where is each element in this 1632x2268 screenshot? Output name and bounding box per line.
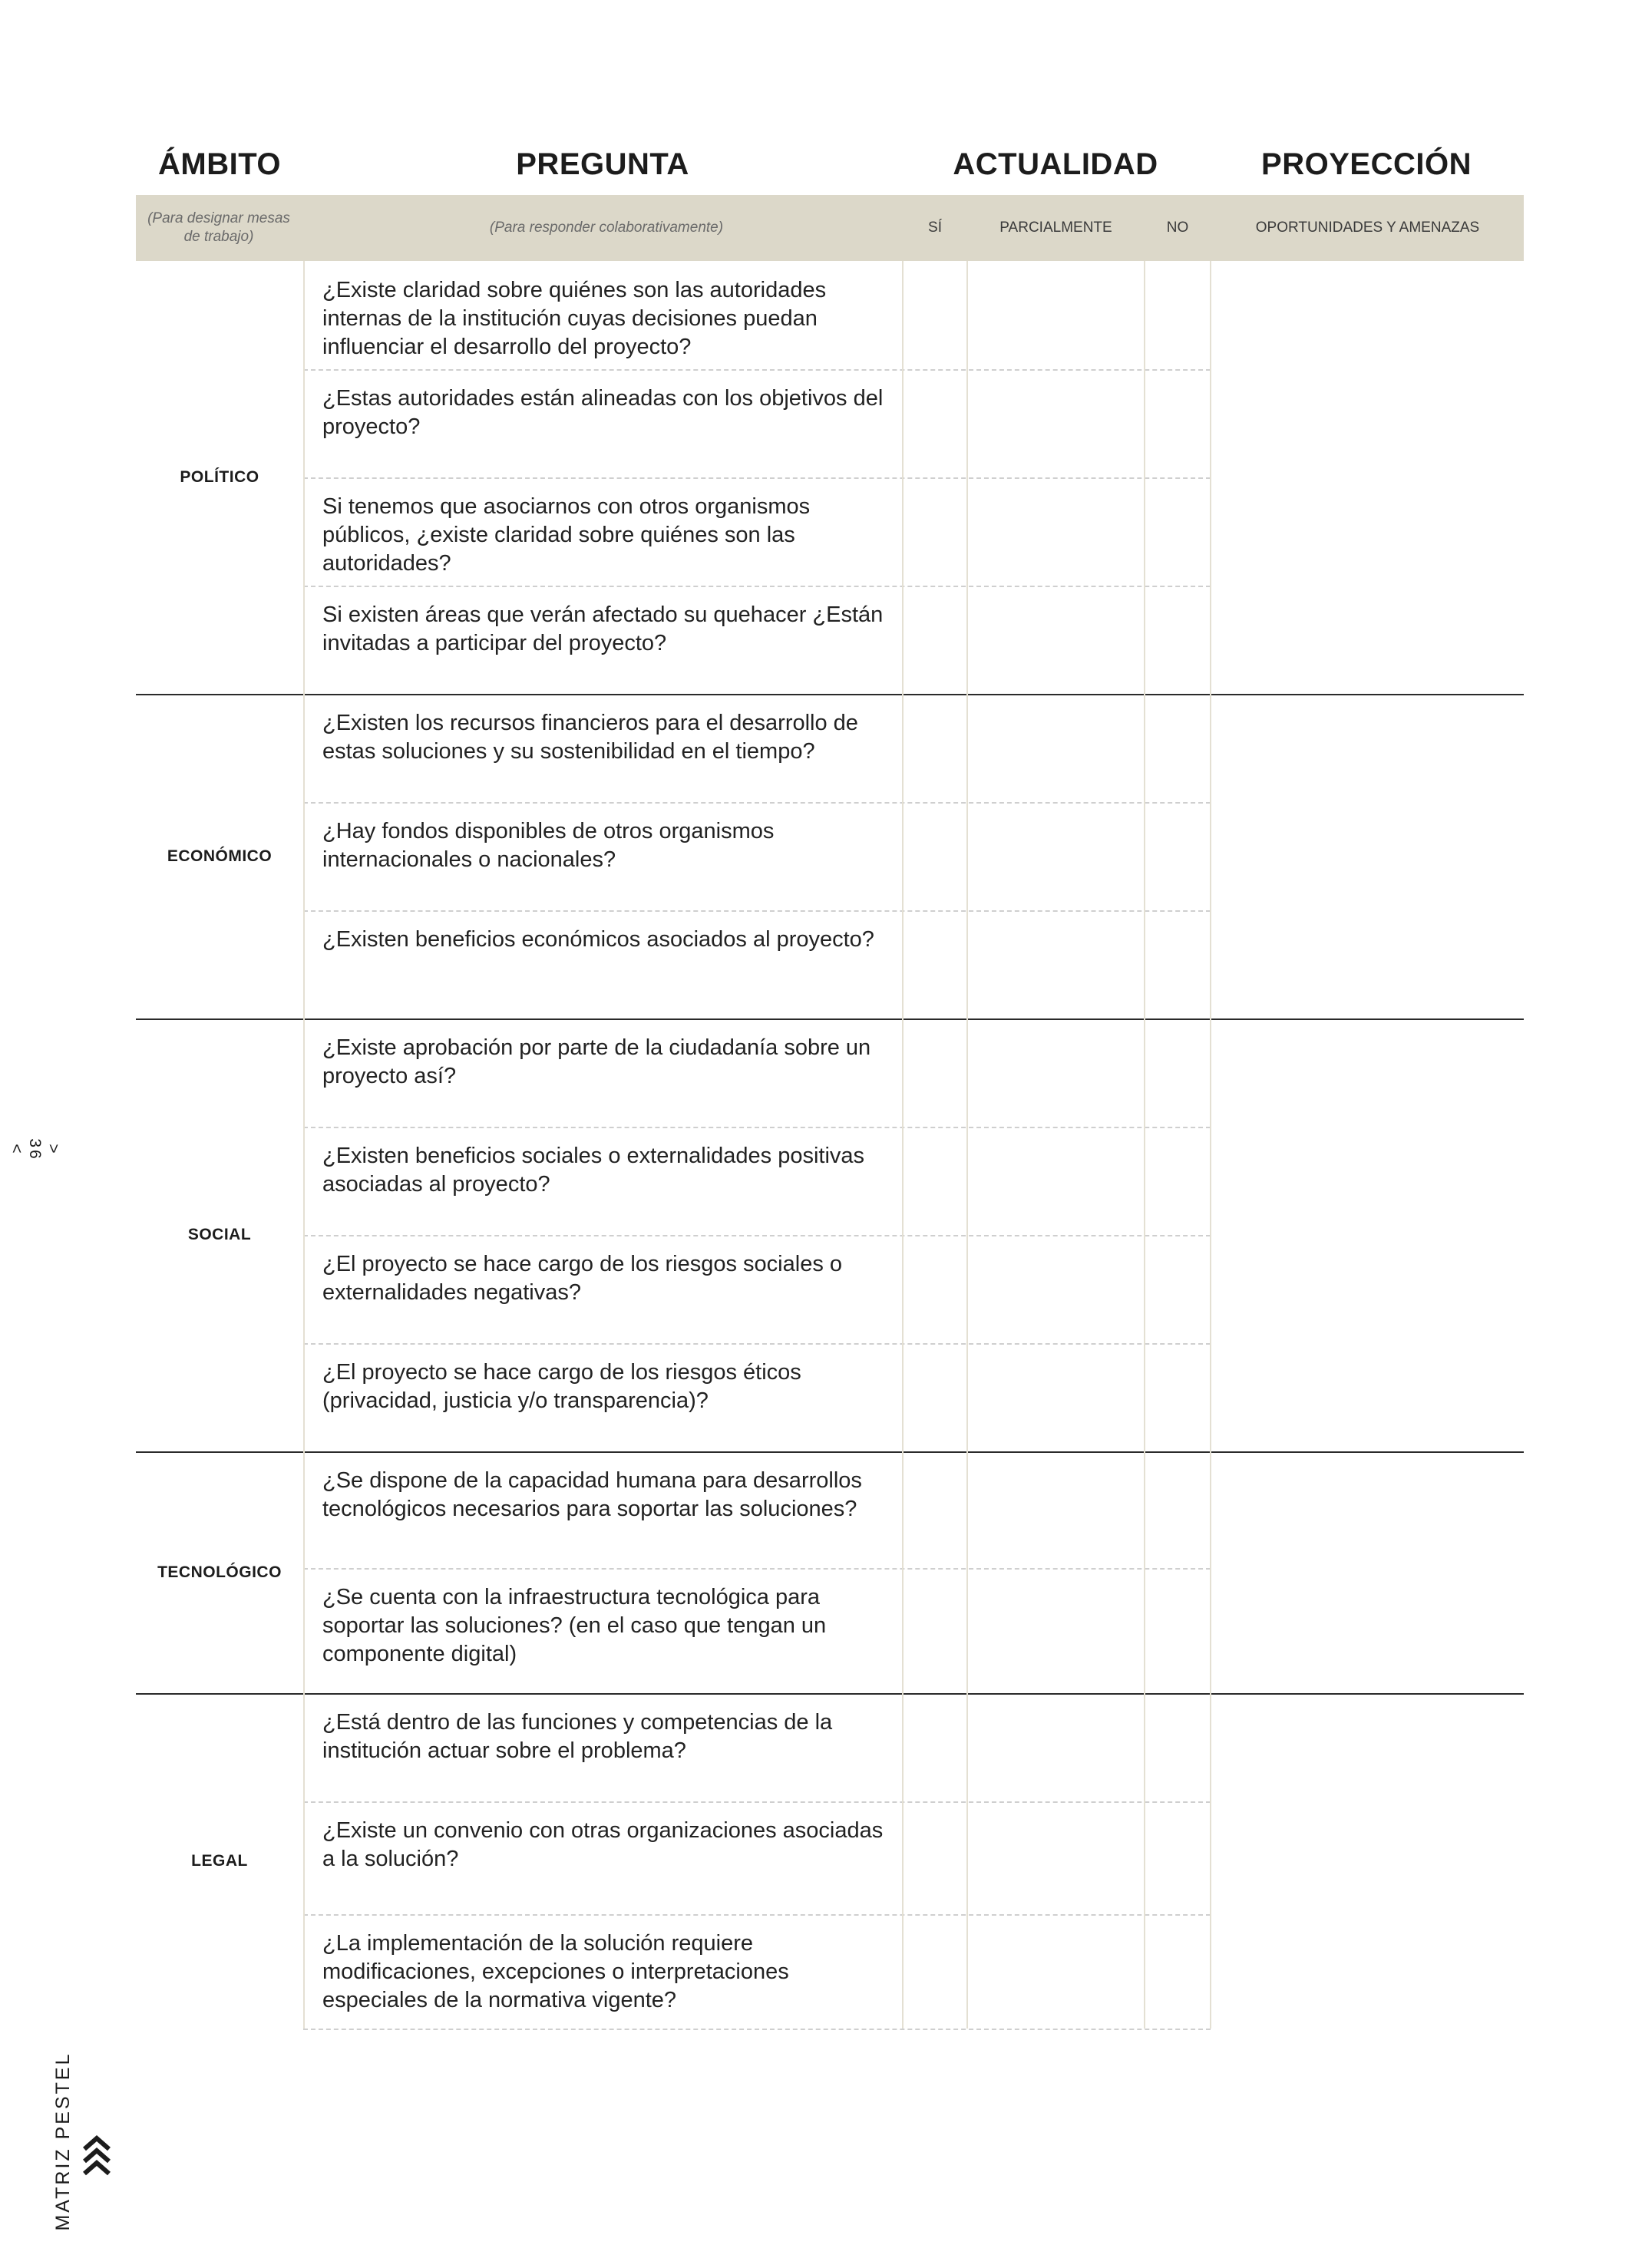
row-divider bbox=[303, 586, 1211, 587]
page-number: > 36 < bbox=[8, 1138, 62, 1161]
row-divider bbox=[303, 477, 1211, 479]
column-divider bbox=[966, 261, 968, 2029]
question-text: ¿Estas autoridades están alineadas con los objetivos del proyecto? bbox=[322, 386, 884, 439]
triple-chevron-logo-icon bbox=[80, 2132, 114, 2178]
row-divider bbox=[303, 802, 1211, 804]
question-text: ¿Se cuenta con la infraestructura tecnológica para soportar las soluciones? (en el caso que tengan un componente digital) bbox=[322, 1585, 827, 1666]
question-text: ¿Se dispone de la capacidad humana para desarrollos tecnológicos necesarios para soportar las soluciones? bbox=[322, 1468, 862, 1521]
row-divider bbox=[303, 1914, 1211, 1916]
question-text: ¿Hay fondos disponibles de otros organismos internacionales o nacionales? bbox=[322, 819, 775, 872]
question-text: ¿Existen los recursos financieros para el desarrollo de estas soluciones y su sostenibilidad en el tiempo? bbox=[322, 711, 858, 764]
question-text: ¿La implementación de la solución requiere modificaciones, excepciones o interpretaciones especiales de la normativa vigente? bbox=[322, 1931, 789, 2012]
category-label: POLÍTICO bbox=[180, 468, 259, 486]
section-separator bbox=[136, 694, 1524, 695]
question-text: ¿El proyecto se hace cargo de los riesgos sociales o externalidades negativas? bbox=[322, 1252, 843, 1305]
question-text: ¿El proyecto se hace cargo de los riesgos éticos (privacidad, justicia y/o transparencia)? bbox=[322, 1360, 801, 1413]
question-text: ¿Existen beneficios sociales o externalidades positivas asociadas al proyecto? bbox=[322, 1144, 865, 1197]
row-divider bbox=[303, 1343, 1211, 1345]
header-ambito: ÁMBITO bbox=[157, 147, 282, 181]
side-title: MATRIZ PESTEL bbox=[52, 2052, 74, 2231]
row-divider bbox=[303, 1127, 1211, 1128]
row-divider bbox=[303, 2029, 1211, 2030]
row-divider bbox=[303, 1801, 1211, 1803]
subheader-oportunidades: OPORTUNIDADES Y AMENAZAS bbox=[1255, 220, 1480, 236]
subheader-si: SÍ bbox=[928, 220, 942, 236]
subheader-pregunta-note: (Para responder colaborativamente) bbox=[489, 220, 724, 236]
section-separator bbox=[136, 1693, 1524, 1695]
header-proyeccion: PROYECCIÓN bbox=[1261, 147, 1472, 181]
header-actualidad: ACTUALIDAD bbox=[953, 147, 1158, 181]
subheader-parcialmente: PARCIALMENTE bbox=[999, 220, 1112, 236]
category-label: LEGAL bbox=[191, 1852, 248, 1870]
category-label: ECONÓMICO bbox=[167, 847, 273, 865]
subheader-no: NO bbox=[1166, 220, 1189, 236]
question-text: ¿Existe aprobación por parte de la ciudadanía sobre un proyecto así? bbox=[322, 1035, 871, 1088]
question-text: ¿Existe claridad sobre quiénes son las autoridades internas de la institución cuyas decisiones puedan influenciar el desarrollo del proyecto? bbox=[322, 278, 827, 359]
question-text: ¿Existe un convenio con otras organizaciones asociadas a la solución? bbox=[322, 1818, 884, 1871]
question-text: ¿Está dentro de las funciones y competencias de la institución actuar sobre el problema? bbox=[322, 1710, 833, 1763]
column-divider bbox=[1210, 261, 1211, 2029]
section-separator bbox=[136, 1018, 1524, 1020]
subheader-ambito-note: (Para designar mesas de trabajo) bbox=[147, 210, 290, 245]
column-divider bbox=[303, 261, 305, 2029]
row-divider bbox=[303, 369, 1211, 371]
category-label: TECNOLÓGICO bbox=[157, 1563, 282, 1581]
row-divider bbox=[303, 1235, 1211, 1236]
section-separator bbox=[136, 1451, 1524, 1453]
question-text: ¿Existen beneficios económicos asociados al proyecto? bbox=[322, 927, 874, 952]
header-pregunta: PREGUNTA bbox=[516, 147, 689, 181]
column-divider bbox=[902, 261, 904, 2029]
row-divider bbox=[303, 1568, 1211, 1570]
question-text: Si existen áreas que verán afectado su quehacer ¿Están invitadas a participar del proyecto? bbox=[322, 602, 884, 655]
row-divider bbox=[303, 910, 1211, 912]
category-label: SOCIAL bbox=[187, 1226, 252, 1243]
question-text: Si tenemos que asociarnos con otros organismos públicos, ¿existe claridad sobre quiénes son las autoridades? bbox=[322, 494, 811, 576]
column-divider bbox=[1144, 261, 1145, 2029]
